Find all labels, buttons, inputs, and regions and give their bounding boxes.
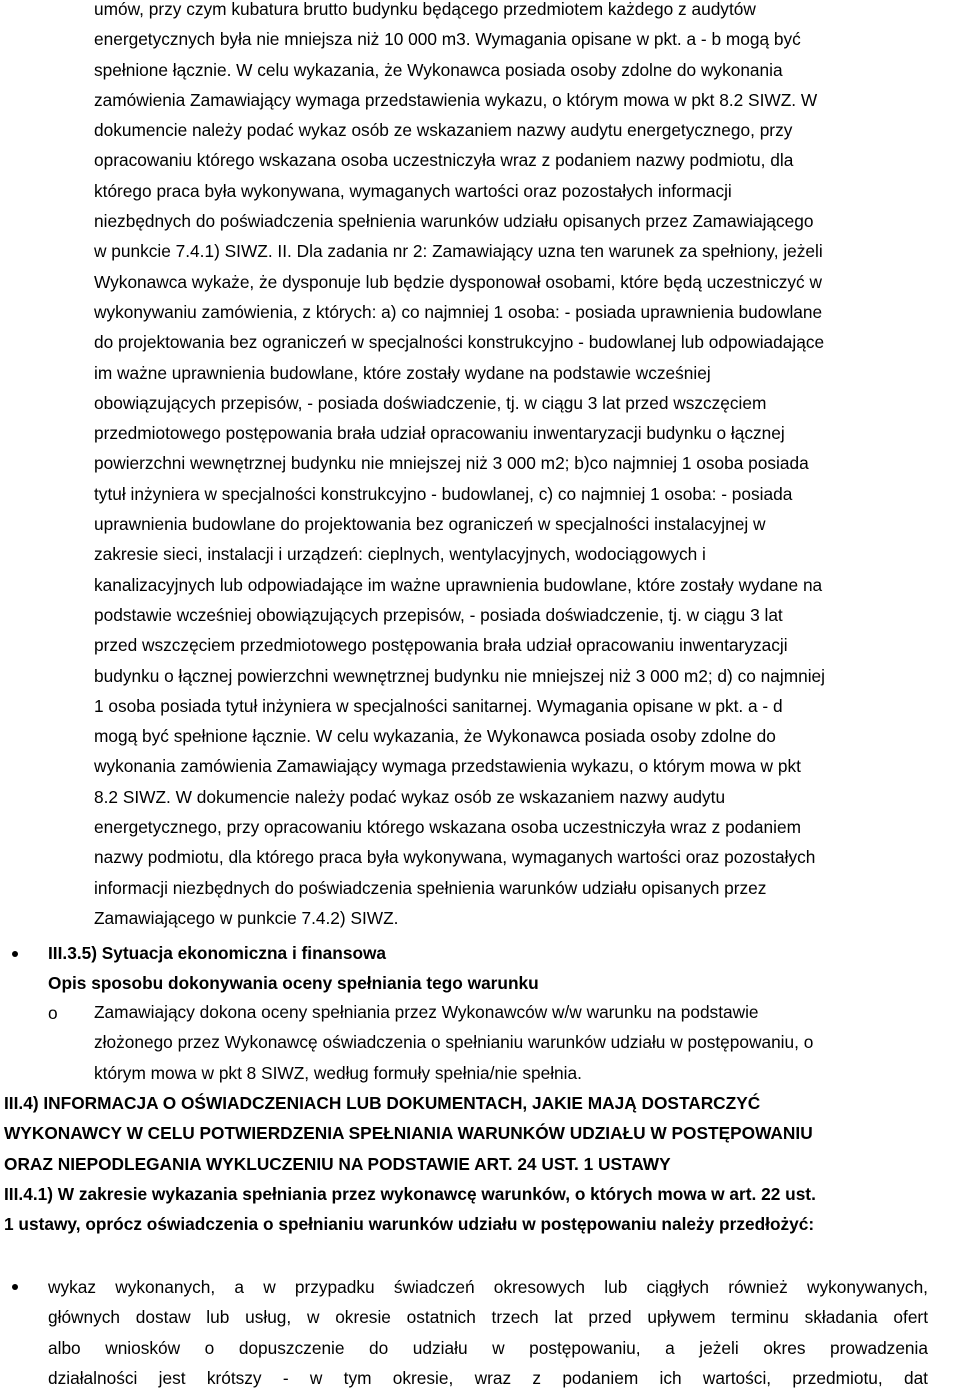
text-line: wykonania zamówienia Zamawiający wymaga przedstawienia wykazu, o którym mowa w pkt: [94, 756, 801, 777]
text-line: nazwy podmiotu, dla którego praca była wykonywana, wymaganych wartości oraz pozostałych: [94, 847, 816, 868]
text-line: Zamawiającego w punkcie 7.4.2) SIWZ.: [94, 907, 399, 928]
text-line: którego praca była wykonywana, wymaganych wartości oraz pozostałych informacji: [94, 180, 732, 201]
text-line: obowiązujących przepisów, - posiada doświadczenie, tj. w ciągu 3 lat przed wszczęciem: [94, 392, 767, 413]
text-line: uprawnienia budowlane do projektowania bez ograniczeń w specjalności instalacyjnej w: [94, 514, 766, 535]
bullet-icon: [12, 1284, 18, 1290]
text-line: zamówienia Zamawiający wymaga przedstawienia wykazu, o którym mowa w pkt 8.2 SIWZ. W: [94, 89, 818, 110]
list-item-wykaz: [48, 1272, 928, 1393]
text-line: mogą być spełnione łącznie. W celu wykazania, że Wykonawca posiada osoby zdolne do: [94, 726, 776, 747]
text-line: opracowaniu którego wskazana osoba uczestniczyła wraz z podaniem nazwy podmiotu, dla: [94, 150, 794, 171]
text-line: przedmiotowego postępowania brała udział opracowaniu inwentaryzacji budynku o łącznej: [94, 423, 785, 444]
text-line: złożonego przez Wykonawcę oświadczenia o spełnianiu warunków udziału w postępowaniu, o: [94, 1032, 814, 1053]
text-line: informacji niezbędnych do poświadczenia spełnienia warunków udziału opisanych przez: [94, 877, 767, 898]
text-line: zakresie sieci, instalacji i urządzeń: cieplnych, wentylacyjnych, wodociągowych i: [94, 544, 706, 565]
heading-line: III.4.1) W zakresie wykazania spełniania przez wykonawcę warunków, o których mowa w art. 22 ust.: [4, 1183, 816, 1204]
assessment-paragraph: [94, 997, 954, 1088]
text-line: powierzchni wewnętrznej budynku nie mniejszej niż 3 000 m2; b)co najmniej 1 osoba posiada: [94, 453, 809, 474]
text-line: którym mowa w pkt 8 SIWZ, według formuły spełnia/nie spełnia.: [94, 1062, 582, 1083]
text-line: Wykonawca wykaże, że dysponuje lub będzie dysponował osobami, które będą uczestniczyć w: [94, 271, 822, 292]
text-line: wykaz wykonanych, a w przypadku świadczeń okresowych lub ciągłych również wykonywanych,: [48, 1277, 928, 1297]
text-line: dokumencie należy podać wykaz osób ze wskazaniem nazwy audytu energetycznego, przy: [94, 120, 793, 141]
text-line: im ważne uprawnienia budowlane, które zostały wydane na podstawie wcześniej: [94, 362, 711, 383]
circle-bullet-icon: o: [48, 1003, 58, 1023]
text-line: podstawie wcześniej obowiązujących przepisów, - posiada doświadczenie, tj. w ciągu 3 lat: [94, 604, 783, 625]
text-line: niezbędnych do poświadczenia spełnienia warunków udziału opisanych przez Zamawiającego: [94, 211, 814, 232]
text-line: wykonywaniu zamówienia, z których: a) co najmniej 1 osoba: - posiada uprawnienia budowlane: [94, 301, 823, 322]
text-line: spełnione łącznie. W celu wykazania, że Wykonawca posiada osoby zdolne do wykonania: [94, 59, 783, 80]
heading-line: III.4) INFORMACJA O OŚWIADCZENIACH LUB DOKUMENTACH, JAKIE MAJĄ DOSTARCZYĆ: [4, 1093, 761, 1113]
section-subtitle: Opis sposobu dokonywania oceny spełniania tego warunku: [48, 973, 539, 993]
section-title-3-3-5: III.3.5) Sytuacja ekonomiczna i finansowa: [48, 943, 387, 963]
text-line: budynku o łącznej powierzchni wewnętrznej budynku nie mniejszej niż 3 000 m2; d) co najmniej: [94, 665, 826, 686]
text-line: głównych dostaw lub usług, w okresie ostatnich trzech lat przed upływem terminu składania ofert: [48, 1307, 928, 1328]
section-heading-3-4: [4, 1088, 958, 1239]
text-line: do projektowania bez ograniczeń w specjalności konstrukcyjno - budowlanej lub odpowiadające: [94, 332, 825, 353]
text-line: Zamawiający dokona oceny spełniania przez Wykonawców w/w warunku na podstawie: [94, 1002, 759, 1022]
text-line: 1 osoba posiada tytuł inżyniera w specjalności sanitarnej. Wymagania opisane w pkt. a - d: [94, 695, 783, 716]
heading-line: WYKONAWCY W CELU POTWIERDZENIA SPEŁNIANIA WARUNKÓW UDZIAŁU W POSTĘPOWANIU: [4, 1123, 813, 1144]
bullet-icon: [12, 951, 18, 957]
text-line: tytuł inżyniera w specjalności konstrukcyjno - budowlanej, c) co najmniej 1 osoba: - posiada: [94, 483, 793, 504]
text-line: 8.2 SIWZ. W dokumencie należy podać wykaz osób ze wskazaniem nazwy audytu: [94, 786, 726, 807]
text-line: energetycznych była nie mniejsza niż 10 000 m3. Wymagania opisane w pkt. a - b mogą być: [94, 29, 801, 50]
text-line: umów, przy czym kubatura brutto budynku będącego przedmiotem każdego z audytów: [94, 0, 756, 19]
text-line: działalności jest krótszy - w tym okresie, wraz z podaniem ich wartości, przedmiotu, dat: [48, 1367, 928, 1388]
text-line: energetycznego, przy opracowaniu którego wskazana osoba uczestniczyła wraz z podaniem: [94, 817, 801, 838]
text-line: kanalizacyjnych lub odpowiadające im ważne uprawnienia budowlane, które zostały wydane na: [94, 574, 823, 595]
text-line: albo wniosków o dopuszczenie do udziału w postępowaniu, a jeżeli okres prowadzenia: [48, 1337, 928, 1358]
text-line: w punkcie 7.4.1) SIWZ. II. Dla zadania nr 2: Zamawiający uzna ten warunek za spełniony, jeżeli: [94, 241, 823, 262]
text-line: przed wszczęciem przedmiotowego postępowania brała udział opracowaniu inwentaryzacji: [94, 635, 788, 656]
heading-line: ORAZ NIEPODLEGANIA WYKLUCZENIU NA PODSTAWIE ART. 24 UST. 1 USTAWY: [4, 1153, 671, 1174]
condition-description-paragraph: [94, 0, 960, 933]
heading-line: 1 ustawy, oprócz oświadczenia o spełnianiu warunków udziału w postępowaniu należy przedłożyć:: [4, 1214, 815, 1235]
